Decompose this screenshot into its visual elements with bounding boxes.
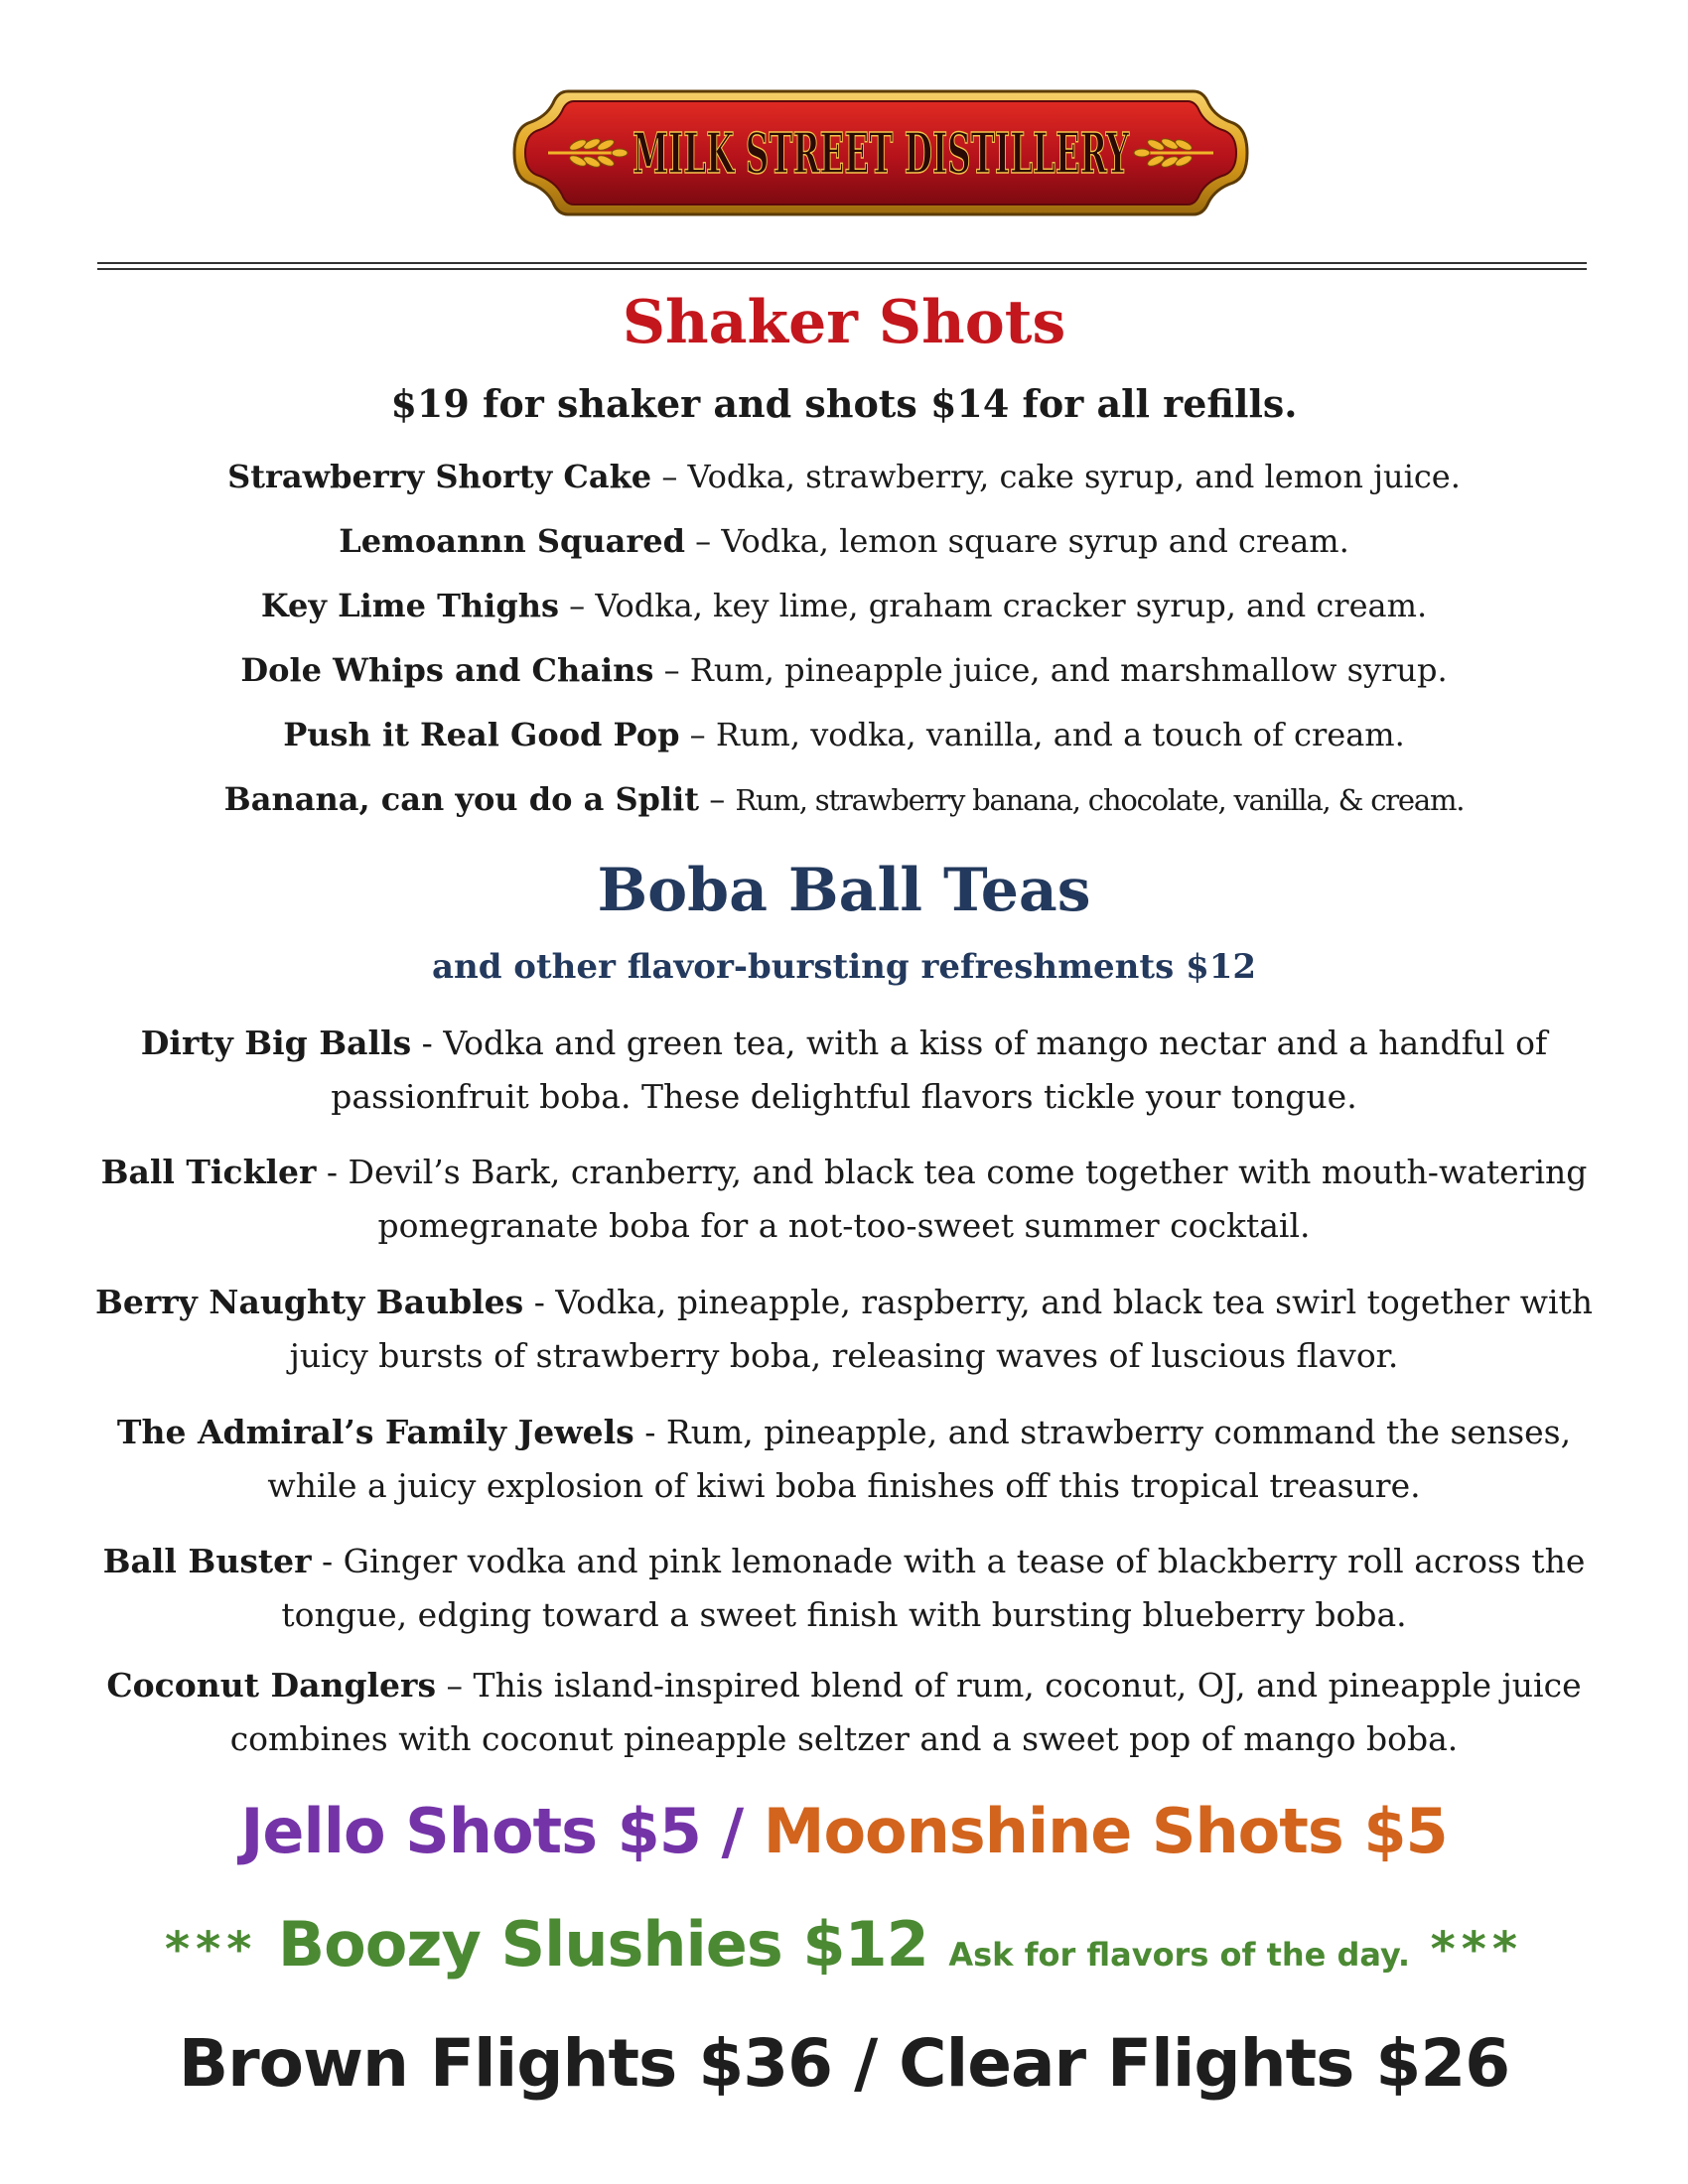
item-name: Dirty Big Balls <box>140 1024 412 1062</box>
boba-ball-teas-subtitle: and other flavor-bursting refreshments $12 <box>431 947 1257 987</box>
jello-shots-price: Jello Shots $5 <box>240 1795 701 1867</box>
list-item <box>0 1535 1688 1642</box>
item-name: Strawberry Shorty Cake <box>227 458 652 495</box>
item-separator: – <box>685 522 722 560</box>
item-name: Ball Tickler <box>100 1153 317 1191</box>
shaker-shots-pricing: $19 for shaker and shots $14 for all refills. <box>390 381 1298 426</box>
item-name: Ball Buster <box>102 1542 312 1580</box>
flights-price-line: Brown Flights $36 / Clear Flights $26 <box>178 2025 1510 2102</box>
item-description: Rum, strawberry banana, chocolate, vanilla, & cream. <box>735 783 1465 817</box>
stars-left: *** <box>165 1922 258 1978</box>
price-separator: / <box>700 1795 764 1867</box>
boozy-slushies-price: Boozy Slushies $12 <box>277 1908 928 1980</box>
item-description: Ginger vodka and pink lemonade with a tease of blackberry roll across the tongue, edging toward a sweet finish with bursting blueberry boba. <box>281 1542 1586 1634</box>
item-name: Push it Real Good Pop <box>283 716 680 753</box>
list-item <box>0 1406 1688 1513</box>
moonshine-shots-price: Moonshine Shots $5 <box>763 1795 1448 1867</box>
item-separator: – <box>653 651 690 689</box>
item-separator: – <box>436 1666 474 1705</box>
list-item <box>0 586 1688 650</box>
item-separator: – <box>699 780 736 818</box>
item-separator: - <box>633 1413 666 1451</box>
list-item <box>0 1276 1688 1383</box>
item-description: Vodka, lemon square syrup and cream. <box>721 522 1349 560</box>
list-item <box>0 1146 1688 1253</box>
list-item <box>0 1017 1688 1124</box>
distillery-logo <box>508 83 1253 222</box>
list-item <box>0 521 1688 586</box>
logo-text: MILK STREET DISTILLERY <box>633 121 1130 187</box>
list-item <box>0 1659 1688 1766</box>
item-name: The Admiral’s Family Jewels <box>116 1413 634 1451</box>
shots-price-line <box>0 1795 1688 1867</box>
item-description: Rum, pineapple juice, and marshmallow syrup. <box>689 651 1448 689</box>
shaker-shots-list <box>0 457 1688 844</box>
list-item <box>0 779 1688 844</box>
item-separator: – <box>651 458 688 495</box>
boba-ball-teas-title: Boba Ball Teas <box>597 856 1091 925</box>
item-description: Vodka and green tea, with a kiss of mango nectar and a handful of passionfruit boba. These delightful flavors tickle your tongue. <box>331 1024 1548 1116</box>
item-description: Vodka, pineapple, raspberry, and black tea swirl together with juicy bursts of strawberry boba, releasing waves of luscious flavor. <box>289 1283 1594 1375</box>
item-separator: - <box>316 1153 349 1191</box>
item-name: Berry Naughty Baubles <box>94 1283 524 1321</box>
item-separator: - <box>523 1283 556 1321</box>
item-name: Lemoannn Squared <box>339 522 685 560</box>
item-description: Vodka, strawberry, cake syrup, and lemon juice. <box>687 458 1461 495</box>
logo-banner <box>508 83 1253 222</box>
divider-top <box>97 262 1587 264</box>
list-item <box>0 715 1688 779</box>
list-item <box>0 650 1688 715</box>
stars-right: *** <box>1430 1922 1523 1978</box>
item-separator: - <box>411 1024 444 1062</box>
item-separator: – <box>679 716 716 753</box>
item-name: Banana, can you do a Split <box>223 780 700 818</box>
item-name: Key Lime Thighs <box>260 587 559 624</box>
slushies-note: Ask for flavors of the day. <box>948 1936 1411 1974</box>
slushies-line <box>0 1908 1688 1980</box>
divider-bottom <box>97 268 1587 270</box>
list-item <box>0 457 1688 521</box>
shaker-shots-title: Shaker Shots <box>622 288 1066 357</box>
item-description: Vodka, key lime, graham cracker syrup, and cream. <box>595 587 1428 624</box>
item-description: Rum, pineapple, and strawberry command the senses, while a juicy explosion of kiwi boba finishes off this tropical treasure. <box>267 1413 1572 1505</box>
item-description: This island-inspired blend of rum, coconut, OJ, and pineapple juice combines with coconut pineapple seltzer and a sweet pop of mango boba. <box>229 1666 1582 1758</box>
item-separator: – <box>558 587 596 624</box>
item-description: Devil’s Bark, cranberry, and black tea come together with mouth-watering pomegranate boba for a not-too-sweet summer cocktail. <box>348 1153 1588 1245</box>
item-description: Rum, vodka, vanilla, and a touch of cream. <box>715 716 1405 753</box>
item-separator: - <box>311 1542 344 1580</box>
item-name: Dole Whips and Chains <box>240 651 654 689</box>
item-name: Coconut Danglers <box>106 1666 437 1705</box>
